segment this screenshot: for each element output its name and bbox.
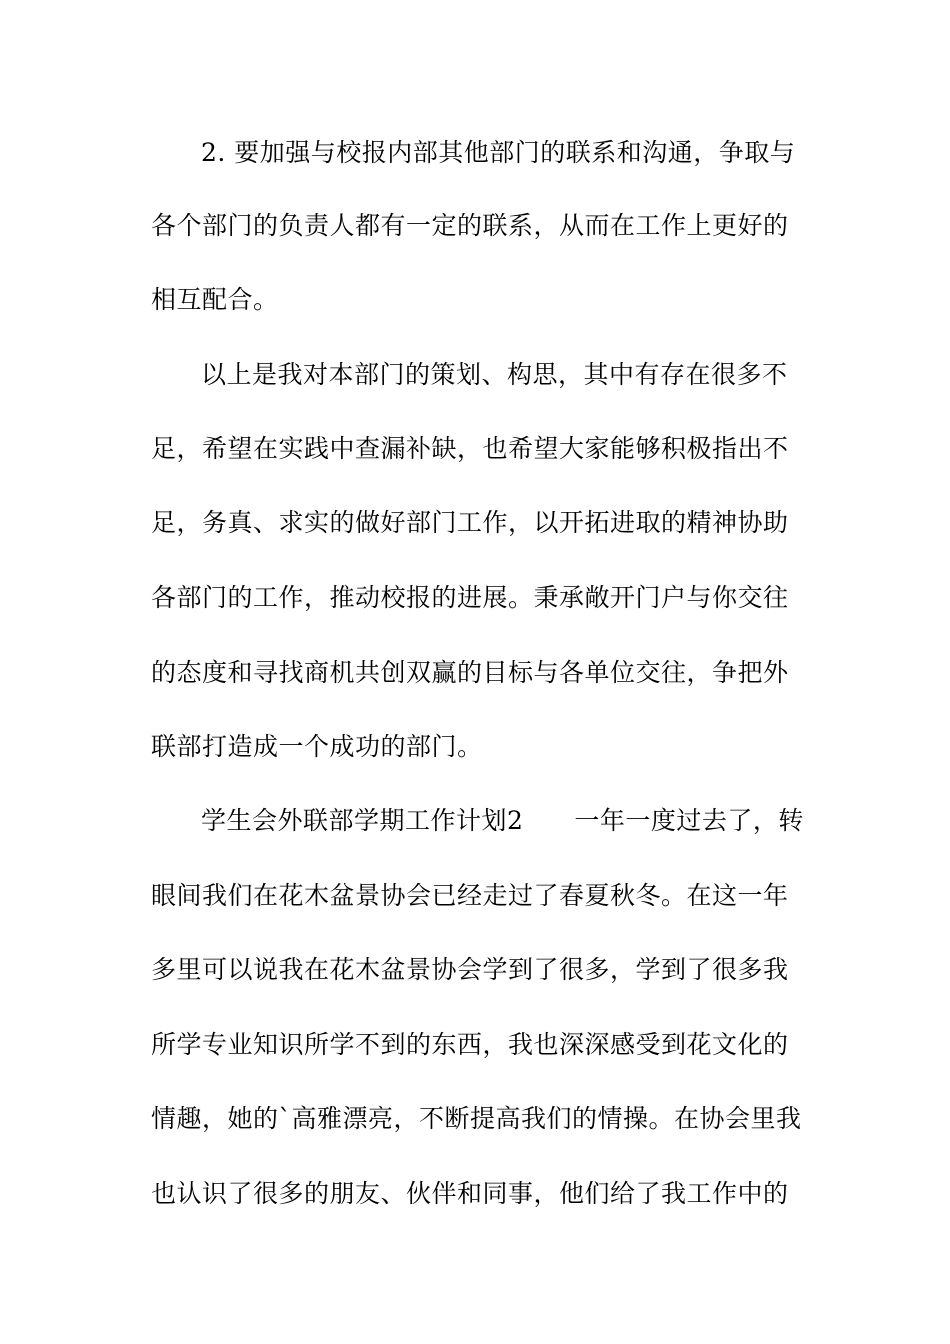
paragraph-line: 眼间我们在花木盆景协会已经走过了春夏秋冬。在这一年 [151,881,789,910]
paragraph-line: 情趣，她的`高雅漂亮，不断提高我们的情操。在协会里我 [151,1104,802,1133]
paragraph-line: 足，务真、求实的做好部门工作，以开拓进取的精神协助 [151,508,789,537]
paragraph-line: 各部门的工作，推动校报的进展。秉承敞开门户与你交往 [151,583,789,612]
paragraph-line: 也认识了很多的朋友、伙伴和同事，他们给了我工作中的 [151,1179,789,1208]
paragraph-line: 所学专业知识所学不到的东西，我也深深感受到花文化的 [151,1030,789,1059]
paragraph-line: 多里可以说我在花木盆景协会学到了很多，学到了很多我 [151,955,789,984]
paragraph-line: 各个部门的负责人都有一定的联系，从而在工作上更好的 [151,211,789,240]
paragraph-line: 相互配合。 [151,285,279,314]
paragraph-line: 足，希望在实践中查漏补缺，也希望大家能够积极指出不 [151,434,789,463]
paragraph-line: 学生会外联部学期工作计划2 一年一度过去了，转 [201,806,804,835]
paragraph-line: 的态度和寻找商机共创双赢的目标与各单位交往，争把外 [151,658,789,687]
paragraph-line: 2. 要加强与校报内部其他部门的联系和沟通，争取与 [201,138,796,167]
paragraph-line: 联部打造成一个成功的部门。 [151,732,483,761]
paragraph-line: 以上是我对本部门的策划、构思，其中有存在很多不 [201,360,788,389]
